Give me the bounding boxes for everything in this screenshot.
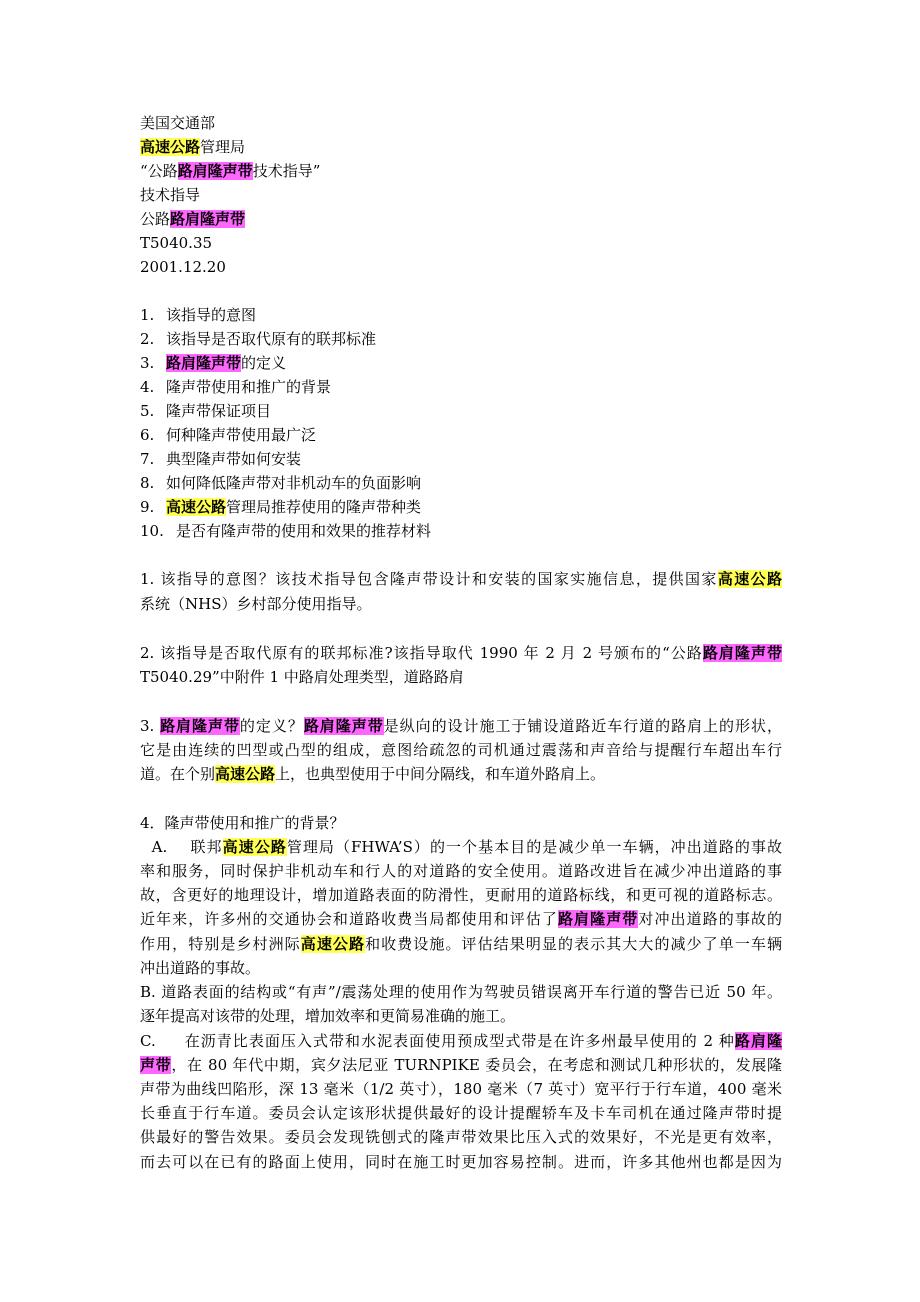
toc-num: 4. xyxy=(140,378,155,396)
s3-num: 3. xyxy=(140,717,161,735)
agency-text: 美国交通部 xyxy=(140,114,216,132)
highlight-highway: 高速公路 xyxy=(222,838,287,856)
subject-pre: 公路 xyxy=(140,210,171,228)
section-4a-line xyxy=(140,933,782,955)
toc-text: 何种隆声带使用最广泛 xyxy=(166,426,317,444)
s4c-text: 声带为曲线凹陷形，深 13 毫米（1/2 英寸），180 毫米（7 英寸）宽平行于行车道，400 毫米 xyxy=(140,1080,782,1098)
agency-line xyxy=(140,112,215,134)
s1-text: 1. 该指导的意图？该技术指导包含隆声带设计和安装的国家实施信息，提供国家 xyxy=(140,570,718,588)
toc-num: 3. xyxy=(140,354,155,372)
toc-text: 如何降低隆声带对非机动车的负面影响 xyxy=(166,474,422,492)
toc-text: 管理局推荐使用的隆声带种类 xyxy=(226,498,422,516)
code-line xyxy=(140,232,212,254)
doc-code: T5040.35 xyxy=(140,234,213,252)
s4a-text: 冲出道路的事故。 xyxy=(140,959,261,977)
toc-text: 隆声带使用和推广的背景 xyxy=(166,378,332,396)
toc-text: 的定义 xyxy=(241,354,287,372)
toc-item xyxy=(140,496,421,518)
toc-item xyxy=(140,424,316,446)
s4c-text: 而去可以在已有的路面上使用，同时在施工时更加容易控制。进而，许多其他州也都是因为 xyxy=(140,1153,782,1171)
toc-item xyxy=(140,304,256,326)
section-4c-line xyxy=(140,1126,782,1148)
s2-text: T5040.29”中附件 1 中路肩处理类型，道路路肩 xyxy=(140,668,464,686)
highlight-highway: 高速公路 xyxy=(300,935,366,953)
highlight-rumble-strip: 路肩隆声带 xyxy=(557,910,639,928)
s3-text: 上，也典型使用于中间分隔线，和车道外路肩上。 xyxy=(275,765,606,783)
toc-num: 1. xyxy=(140,306,155,324)
toc-text: 是否有隆声带的使用和效果的推荐材料 xyxy=(176,522,432,540)
section-4-heading xyxy=(140,812,345,834)
date-line xyxy=(140,256,226,278)
s4a-text: 率和服务，同时保护非机动车和行人的对道路的安全使用。道路改进旨在减少冲出道路的事 xyxy=(140,862,782,880)
doc-date: 2001.12.20 xyxy=(140,258,226,276)
highlight-highway: 高速公路 xyxy=(717,570,782,588)
section-4c-line xyxy=(140,1030,782,1052)
s4-heading-text: 4．隆声带使用和推广的背景？ xyxy=(140,814,345,832)
s4c-text: C. 在沥青比表面压入式带和水泥表面使用预成型式带是在许多州最早使用的 2 种 xyxy=(140,1032,735,1050)
bureau-line xyxy=(140,136,245,158)
section-3-line xyxy=(140,739,782,761)
s4a-text: A. 联邦 xyxy=(140,838,223,856)
toc-item xyxy=(140,328,376,350)
highlight-rumble-strip: 路肩隆声带 xyxy=(303,717,384,735)
s3-text: 它是由连续的凹型或凸型的组成，意图给疏忽的司机通过震荡和声音给与提醒行车超出车行 xyxy=(140,741,782,759)
toc-item xyxy=(140,448,301,470)
guide-text: 技术指导 xyxy=(140,186,201,204)
s4a-text: 作用，特别是乡村洲际 xyxy=(140,935,301,953)
toc-num: 8. xyxy=(140,474,155,492)
section-1-line xyxy=(140,593,371,615)
toc-text: 典型隆声带如何安装 xyxy=(166,450,302,468)
toc-num: 6. xyxy=(140,426,155,444)
section-4a-line xyxy=(140,836,782,858)
highlight-highway: 高速公路 xyxy=(166,498,227,516)
section-4a-line xyxy=(140,884,782,906)
s1-text: 系统（NHS）乡村部分使用指导。 xyxy=(140,595,372,613)
highlight-highway: 高速公路 xyxy=(215,765,276,783)
quote-title-post: 技术指导” xyxy=(252,162,321,180)
subject-line xyxy=(140,208,245,230)
highlight-rumble-strip: 声带 xyxy=(140,1056,172,1074)
toc-num: 10. xyxy=(140,522,164,540)
toc-num: 9. xyxy=(140,498,155,516)
s4a-text: 近年来，许多州的交通协会和道路收费当局都使用和评估了 xyxy=(140,910,558,928)
toc-text: 该指导的意图 xyxy=(166,306,257,324)
section-4a-line xyxy=(140,908,782,930)
highlight-rumble-strip: 路肩隆声带 xyxy=(166,354,242,372)
toc-num: 2. xyxy=(140,330,155,348)
section-4c-line xyxy=(140,1102,782,1124)
toc-item xyxy=(140,472,421,494)
section-4b-line xyxy=(140,1005,515,1027)
toc-text: 该指导是否取代原有的联邦标准 xyxy=(166,330,377,348)
quote-title-line xyxy=(140,160,320,182)
highlight-rumble-strip: 路肩隆声带 xyxy=(702,644,782,662)
highlight-rumble-strip: 路肩隆声带 xyxy=(177,162,253,180)
section-4c-line xyxy=(140,1078,782,1100)
s4c-text: ，在 80 年代中期，宾夕法尼亚 TURNPIKE 委员会，在考虑和测试几种形状的，发展隆 xyxy=(171,1056,782,1074)
s4b-text: 逐年提高对该带的处理，增加效率和更简易准确的施工。 xyxy=(140,1007,516,1025)
s3-text: 道。在个别 xyxy=(140,765,216,783)
toc-text: 隆声带保证项目 xyxy=(166,402,272,420)
toc-item xyxy=(140,352,286,374)
s4b-text: B. 道路表面的结构或“有声”/震荡处理的使用作为驾驶员错误离开车行道的警告已近 50 年。 xyxy=(140,983,782,1001)
toc-item xyxy=(140,400,271,422)
highlight-highway: 高速公路 xyxy=(140,138,201,156)
s4a-text: 故，含更好的地理设计，增加道路表面的防滑性，更耐用的道路标线，和更可视的道路标志。 xyxy=(140,886,782,904)
section-4c-line xyxy=(140,1151,782,1173)
s3-text: 的定义？ xyxy=(239,717,304,735)
guide-line xyxy=(140,184,200,206)
highlight-rumble-strip: 路肩隆声带 xyxy=(170,210,246,228)
bureau-rest: 管理局 xyxy=(200,138,246,156)
toc-num: 7. xyxy=(140,450,155,468)
toc-item xyxy=(140,376,331,398)
s3-text: 是纵向的设计施工于铺设道路近车行道的路肩上的形状， xyxy=(383,717,782,735)
section-3-line xyxy=(140,763,605,785)
section-4a-line xyxy=(140,860,782,882)
section-3-line xyxy=(140,715,782,737)
quote-title-pre: “公路 xyxy=(140,162,178,180)
section-1-line xyxy=(140,568,782,590)
highlight-rumble-strip: 路肩隆声带 xyxy=(160,717,240,735)
section-4c-line xyxy=(140,1054,782,1076)
s4a-text: 对冲出道路的事故的 xyxy=(638,910,782,928)
s4c-text: 供最好的警告效果。委员会发现铣刨式的隆声带效果比压入式的效果好，不光是更有效率， xyxy=(140,1128,782,1146)
toc-item xyxy=(140,520,431,542)
toc-num: 5. xyxy=(140,402,155,420)
highlight-rumble-strip: 路肩隆 xyxy=(734,1032,782,1050)
s2-text: 2. 该指导是否取代原有的联邦标准?该指导取代 1990 年 2 月 2 号颁布的“公路 xyxy=(140,644,703,662)
section-2-line xyxy=(140,642,782,664)
s4a-text: 和收费设施。评估结果明显的表示其大大的减少了单一车辆 xyxy=(365,935,782,953)
s4c-text: 长垂直于行车道。委员会认定该形状提供最好的设计提醒轿车及卡车司机在通过隆声带时提 xyxy=(140,1104,782,1122)
s4a-text: 管理局（FHWA’S）的一个基本目的是减少单一车辆，冲出道路的事故 xyxy=(286,838,782,856)
section-4b-line xyxy=(140,981,782,1003)
section-4a-line xyxy=(140,957,260,979)
section-2-line xyxy=(140,666,464,688)
